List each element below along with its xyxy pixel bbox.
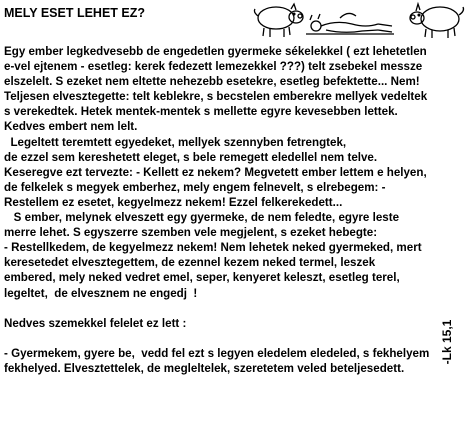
text-line: Keseregve ezt tervezte: - Kellett ez nekem? Megvetett ember lettem e helyen, — [4, 165, 427, 179]
text-line: Legeltett teremtett egyedeket, mellyek szennyben fetrengtek, — [4, 135, 347, 149]
text-line: fekhelyed. Elvesztettelek, de megleltelek, szeretetem veled beteljesedett. — [4, 361, 405, 375]
text-line: Nedves szemekkel felelet ez lett : — [4, 316, 187, 330]
text-line: - Gyermekem, gyere be, vedd fel ezt s legyen eledelem eledeled, s fekhelyem — [4, 346, 430, 360]
scripture-reference: -Lk 15,1 — [440, 319, 454, 365]
illustration — [244, 0, 470, 40]
text-line: de ezzel sem kereshetett eleget, s bele remegett eledellel nem telve. — [4, 150, 378, 164]
text-line: legeltet, de elvesznem ne engedj ! — [4, 286, 198, 300]
page-title: MELY ESET LEHET EZ? — [4, 6, 145, 20]
pig-icon — [410, 4, 464, 38]
paragraph — [4, 44, 450, 135]
text-line: elszelelt. S ezeket nem eltette nehezebb esetekre, esetleg befektette... Nem! — [4, 75, 420, 89]
text-line: - Restellkedem, de kegyelmezz nekem! Nem lehetek neked gyermeked, mert — [4, 241, 422, 255]
spacer — [4, 331, 450, 346]
text-line: embered, mely neked vedret emel, seper, kenyeret keleszt, esetleg terel, — [4, 271, 400, 285]
text-line: Teljesen elvesztegette: telt keblekre, s becstelen emberekre mellyek vedeltek — [4, 90, 428, 104]
spacer — [4, 301, 450, 316]
text-line: keresetedet elvesztegettem, de ezennel kezem neked termel, leszek — [4, 256, 376, 270]
text-line: Kedves embert nem lelt. — [4, 120, 138, 134]
paragraph — [4, 210, 450, 301]
text-line: merre lehet. S egyszerre szemben vele megjelent, s ezeket hebegte: — [4, 226, 378, 240]
paragraph — [4, 135, 450, 210]
text-line: Restellem ez esetet, kegyelmezz nekem! Ezzel felkerekedett... — [4, 195, 343, 209]
paragraph — [4, 316, 450, 331]
text-line: e-vel ejtenem - esetleg: kerek fedezett lemezekkel ???) telt zsebekel messze — [4, 60, 423, 74]
text-line: s verekedtek. Hetek mentek-mentek s mellette egyre kevesebben lettek. — [4, 105, 398, 119]
text-line: S ember, melynek elveszett egy gyermeke, de nem feledte, egyre leste — [4, 211, 400, 225]
lying-man-icon — [306, 13, 394, 34]
pig-icon — [254, 4, 303, 37]
story-text — [4, 44, 450, 376]
text-line: de felkelek s megyek emberhez, mely engem felnevelt, s elrebegem: - — [4, 180, 386, 194]
paragraph — [4, 346, 450, 376]
text-line: Egy ember legkedvesebb de engedetlen gyermeke sékelekkel ( ezt lehetetlen — [4, 45, 427, 58]
